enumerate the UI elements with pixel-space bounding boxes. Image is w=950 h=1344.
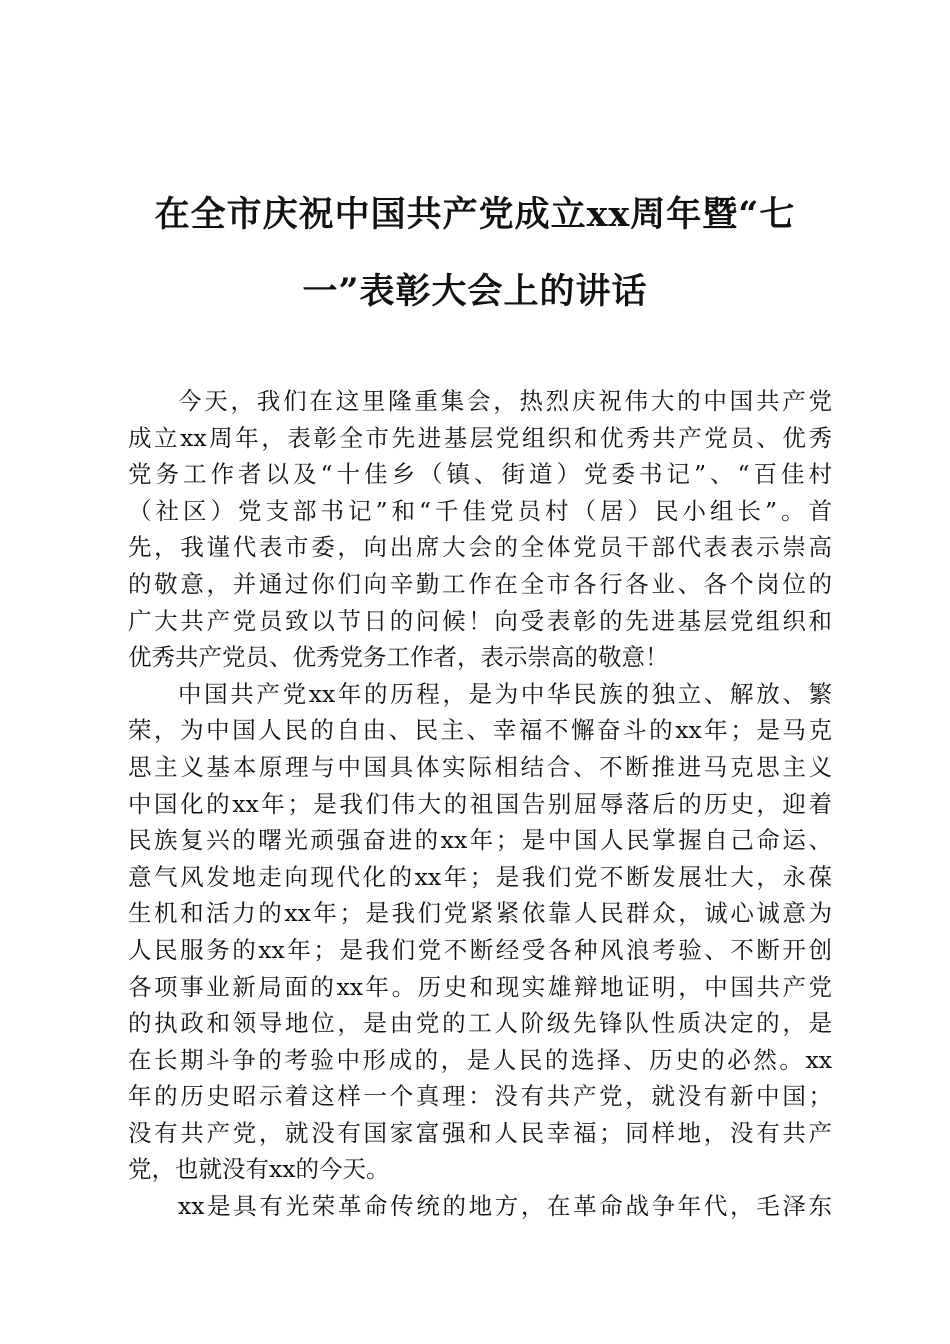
paragraph-2-line-6: 意气风发地走向现代化的xx年；是我们党不断发展壮大，永葆 — [128, 862, 832, 891]
paragraph-2-line-9: 各项事业新局面的xx年。历史和现实雄辩地证明，中国共产党 — [128, 972, 832, 1001]
paragraph-2-line-1: 中国共产党xx年的历程，是为中华民族的独立、解放、繁 — [178, 679, 832, 708]
paragraph-2-line-12: 年的历史昭示着这样一个真理：没有共产党，就没有新中国； — [128, 1082, 832, 1111]
paragraph-2-line-4: 中国化的xx年；是我们伟大的祖国告别屈辱落后的历史，迎着 — [128, 789, 832, 818]
paragraph-2-line-14: 党，也就没有xx的今天。 — [128, 1155, 390, 1184]
paragraph-1-line-1: 今天，我们在这里隆重集会，热烈庆祝伟大的中国共产党 — [178, 387, 832, 415]
title-line-2: 一”表彰大会上的讲话 — [302, 271, 648, 312]
paragraph-2-line-8: 人民服务的xx年；是我们党不断经受各种风浪考验、不断开创 — [128, 935, 832, 964]
paragraph-1-line-7: 广大共产党员致以节日的问候！向受表彰的先进基层党组织和 — [128, 606, 832, 635]
paragraph-1-line-3: 党务工作者以及“十佳乡（镇、街道）党委书记”、“百佳村 — [128, 460, 832, 489]
paragraph-2-line-11: 在长期斗争的考验中形成的，是人民的选择、历史的必然。xx — [128, 1045, 832, 1074]
paragraph-1-line-4: （社区）党支部书记”和“千佳党员村（居）民小组长”。首 — [128, 496, 832, 525]
paragraph-1-line-5: 先，我谨代表市委，向出席大会的全体党员干部代表表示崇高 — [128, 533, 832, 562]
document-title — [110, 190, 840, 344]
paragraph-2-line-2: 荣，为中国人民的自由、民主、幸福不懈奋斗的xx年；是马克 — [128, 716, 832, 745]
paragraph-3-line-1: xx是具有光荣革命传统的地方，在革命战争年代，毛泽东 — [178, 1192, 832, 1221]
paragraph-2-line-5: 民族复兴的曙光顽强奋进的xx年；是中国人民掌握自己命运、 — [128, 826, 832, 855]
paragraph-2-line-13: 没有共产党，就没有国家富强和人民幸福；同样地，没有共产 — [128, 1118, 832, 1147]
paragraph-1-line-8: 优秀共产党员、优秀党务工作者，表示崇高的敬意！ — [128, 643, 669, 672]
paragraph-2-line-10: 的执政和领导地位，是由党的工人阶级先锋队性质决定的，是 — [128, 1009, 832, 1038]
paragraph-2-line-7: 生机和活力的xx年；是我们党紧紧依靠人民群众，诚心诚意为 — [128, 899, 832, 928]
title-line-1: 在全市庆祝中国共产党成立xx周年暨“七 — [154, 194, 796, 235]
document-body — [128, 383, 832, 1225]
paragraph-2-line-3: 思主义基本原理与中国具体实际相结合、不断推进马克思主义 — [128, 752, 832, 781]
paragraph-1-line-6: 的敬意，并通过你们向辛勤工作在全市各行各业、各个岗位的 — [128, 569, 832, 598]
paragraph-1-line-2: 成立xx周年，表彰全市先进基层党组织和优秀共产党员、优秀 — [128, 423, 832, 452]
